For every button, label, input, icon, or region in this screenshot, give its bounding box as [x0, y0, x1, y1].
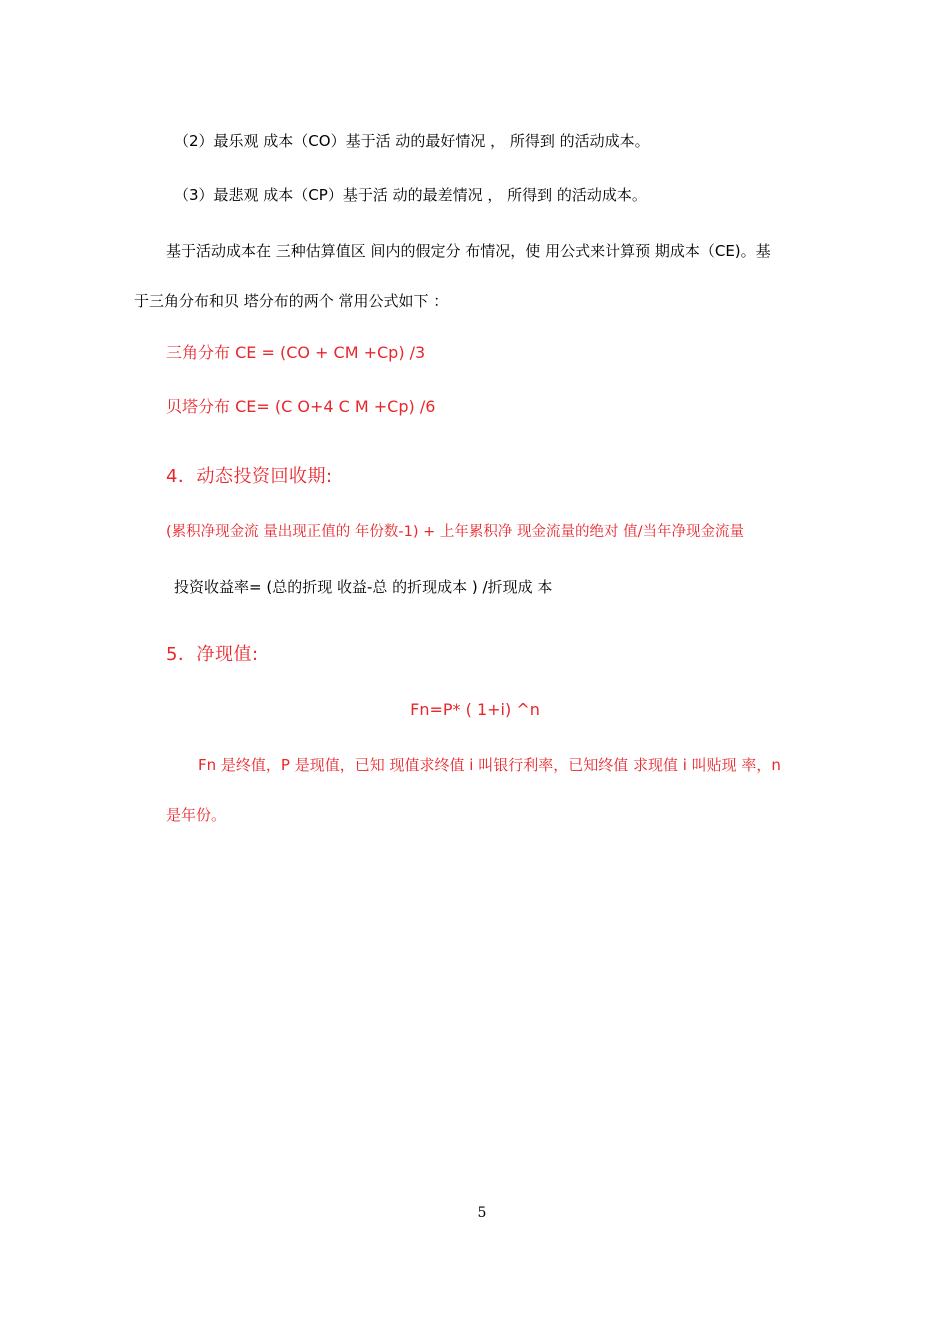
beta-distribution-formula: 贝塔分布 CE= (C O+4 C M +Cp) /6 — [166, 397, 436, 416]
triangular-distribution-formula: 三角分布 CE = (CO + CM +Cp) /3 — [166, 343, 426, 362]
payback-period-formula: (累积净现金流 量出现正值的 年份数-1) + 上年累积净 现金流量的绝对 值/当年净现金流量 — [166, 524, 744, 540]
expected-cost-intro-line-2: 于三角分布和贝 塔分布的两个 常用公式如下 ： — [134, 292, 449, 310]
optimistic-cost-line: （2）最乐观 成本（CO）基于活 动的最好情况 ， 所得到 的活动成本。 — [174, 132, 650, 150]
npv-explanation-line-1: Fn 是终值，P 是现值，已知 现值求终值 i 叫银行利率，已知终值 求现值 i 叫贴现 率，n — [198, 756, 781, 774]
npv-formula: Fn=P* ( 1+i) ^n — [410, 700, 540, 719]
page-number: 5 — [477, 1205, 487, 1221]
expected-cost-intro-line-1: 基于活动成本在 三种估算值区 间内的假定分 布情况，使 用公式来计算预 期成本（CE)。基 — [166, 242, 771, 260]
section-4-heading: 4．动态投资回收期: — [166, 466, 333, 487]
npv-explanation-line-2: 是年份。 — [166, 806, 227, 824]
roi-formula: 投资收益率= (总的折现 收益-总 的折现成本 ) /折现成 本 — [174, 578, 553, 596]
pessimistic-cost-line: （3）最悲观 成本（CP）基于活 动的最差情况 ， 所得到 的活动成本。 — [174, 186, 647, 204]
section-5-heading: 5．净现值: — [166, 644, 259, 665]
